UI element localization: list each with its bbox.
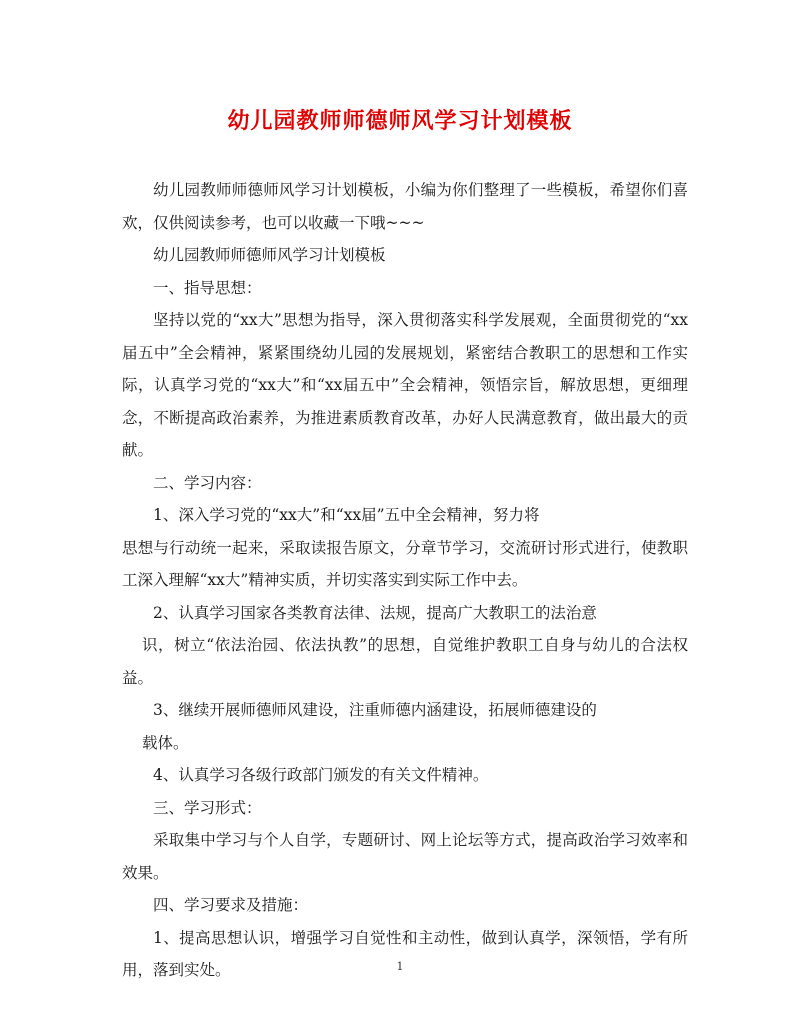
section-heading: 三、学习形式：	[153, 798, 262, 817]
document-body	[122, 174, 688, 987]
list-item-lead: 4、认真学习各级行政部门颁发的有关文件精神。	[153, 766, 489, 784]
page-number: 1	[396, 960, 404, 973]
intro-paragraph: 幼儿园教师师德师风学习计划模板，小编为你们整理了一些模板，希望你们喜欢，仅供阅读参考，也可以收藏一下哦~~~	[122, 181, 688, 232]
section-paragraph: 采取集中学习与个人自学，专题研讨、网上论坛等方式，提高政治学习效率和效果。	[122, 831, 688, 882]
section-paragraph: 1、提高思想认识，增强学习自觉性和主动性，做到认真学，深领悟，学有所用，落到实处。	[122, 928, 688, 979]
list-item-text: 识，树立“依法治园、依法执教”的思想，自觉维护教职工自身与幼儿的合法权益。	[122, 636, 688, 687]
list-item-text: 载体。	[142, 733, 189, 752]
subtitle-line: 幼儿园教师师德师风学习计划模板	[153, 246, 386, 264]
section-heading: 二、学习内容：	[153, 473, 262, 492]
list-item-lead: 3、继续开展师德师风建设，注重师德内涵建设，拓展师德建设的	[153, 701, 597, 719]
document-title: 幼儿园教师师德师风学习计划模板	[227, 108, 573, 134]
list-item-text: 思想与行动统一起来，采取读报告原文，分章节学习，交流研讨形式进行，使教职工深入理解“xx大”精神实质，并切实落实到实际工作中去。	[122, 538, 688, 589]
list-item-lead: 2、认真学习国家各类教育法律、法规，提高广大教职工的法治意	[153, 603, 597, 622]
list-item-lead: 1、深入学习党的“xx大”和“xx届”五中全会精神，努力将	[153, 506, 540, 524]
section-heading: 四、学习要求及措施：	[153, 896, 309, 914]
section-paragraph: 坚持以党的“xx大”思想为指导，深入贯彻落实科学发展观，全面贯彻党的“xx届五中”全会精神，紧紧围绕幼儿园的发展规划，紧密结合教职工的思想和工作实际，认真学习党的“xx大”和“xx届五中”全会精神，领悟宗旨，解放思想，更细理念，不断提高政治素养，为推进素质教育改革，办好人民满意教育，做出最大的贡献。	[122, 311, 688, 459]
section-heading: 一、指导思想：	[153, 278, 262, 297]
